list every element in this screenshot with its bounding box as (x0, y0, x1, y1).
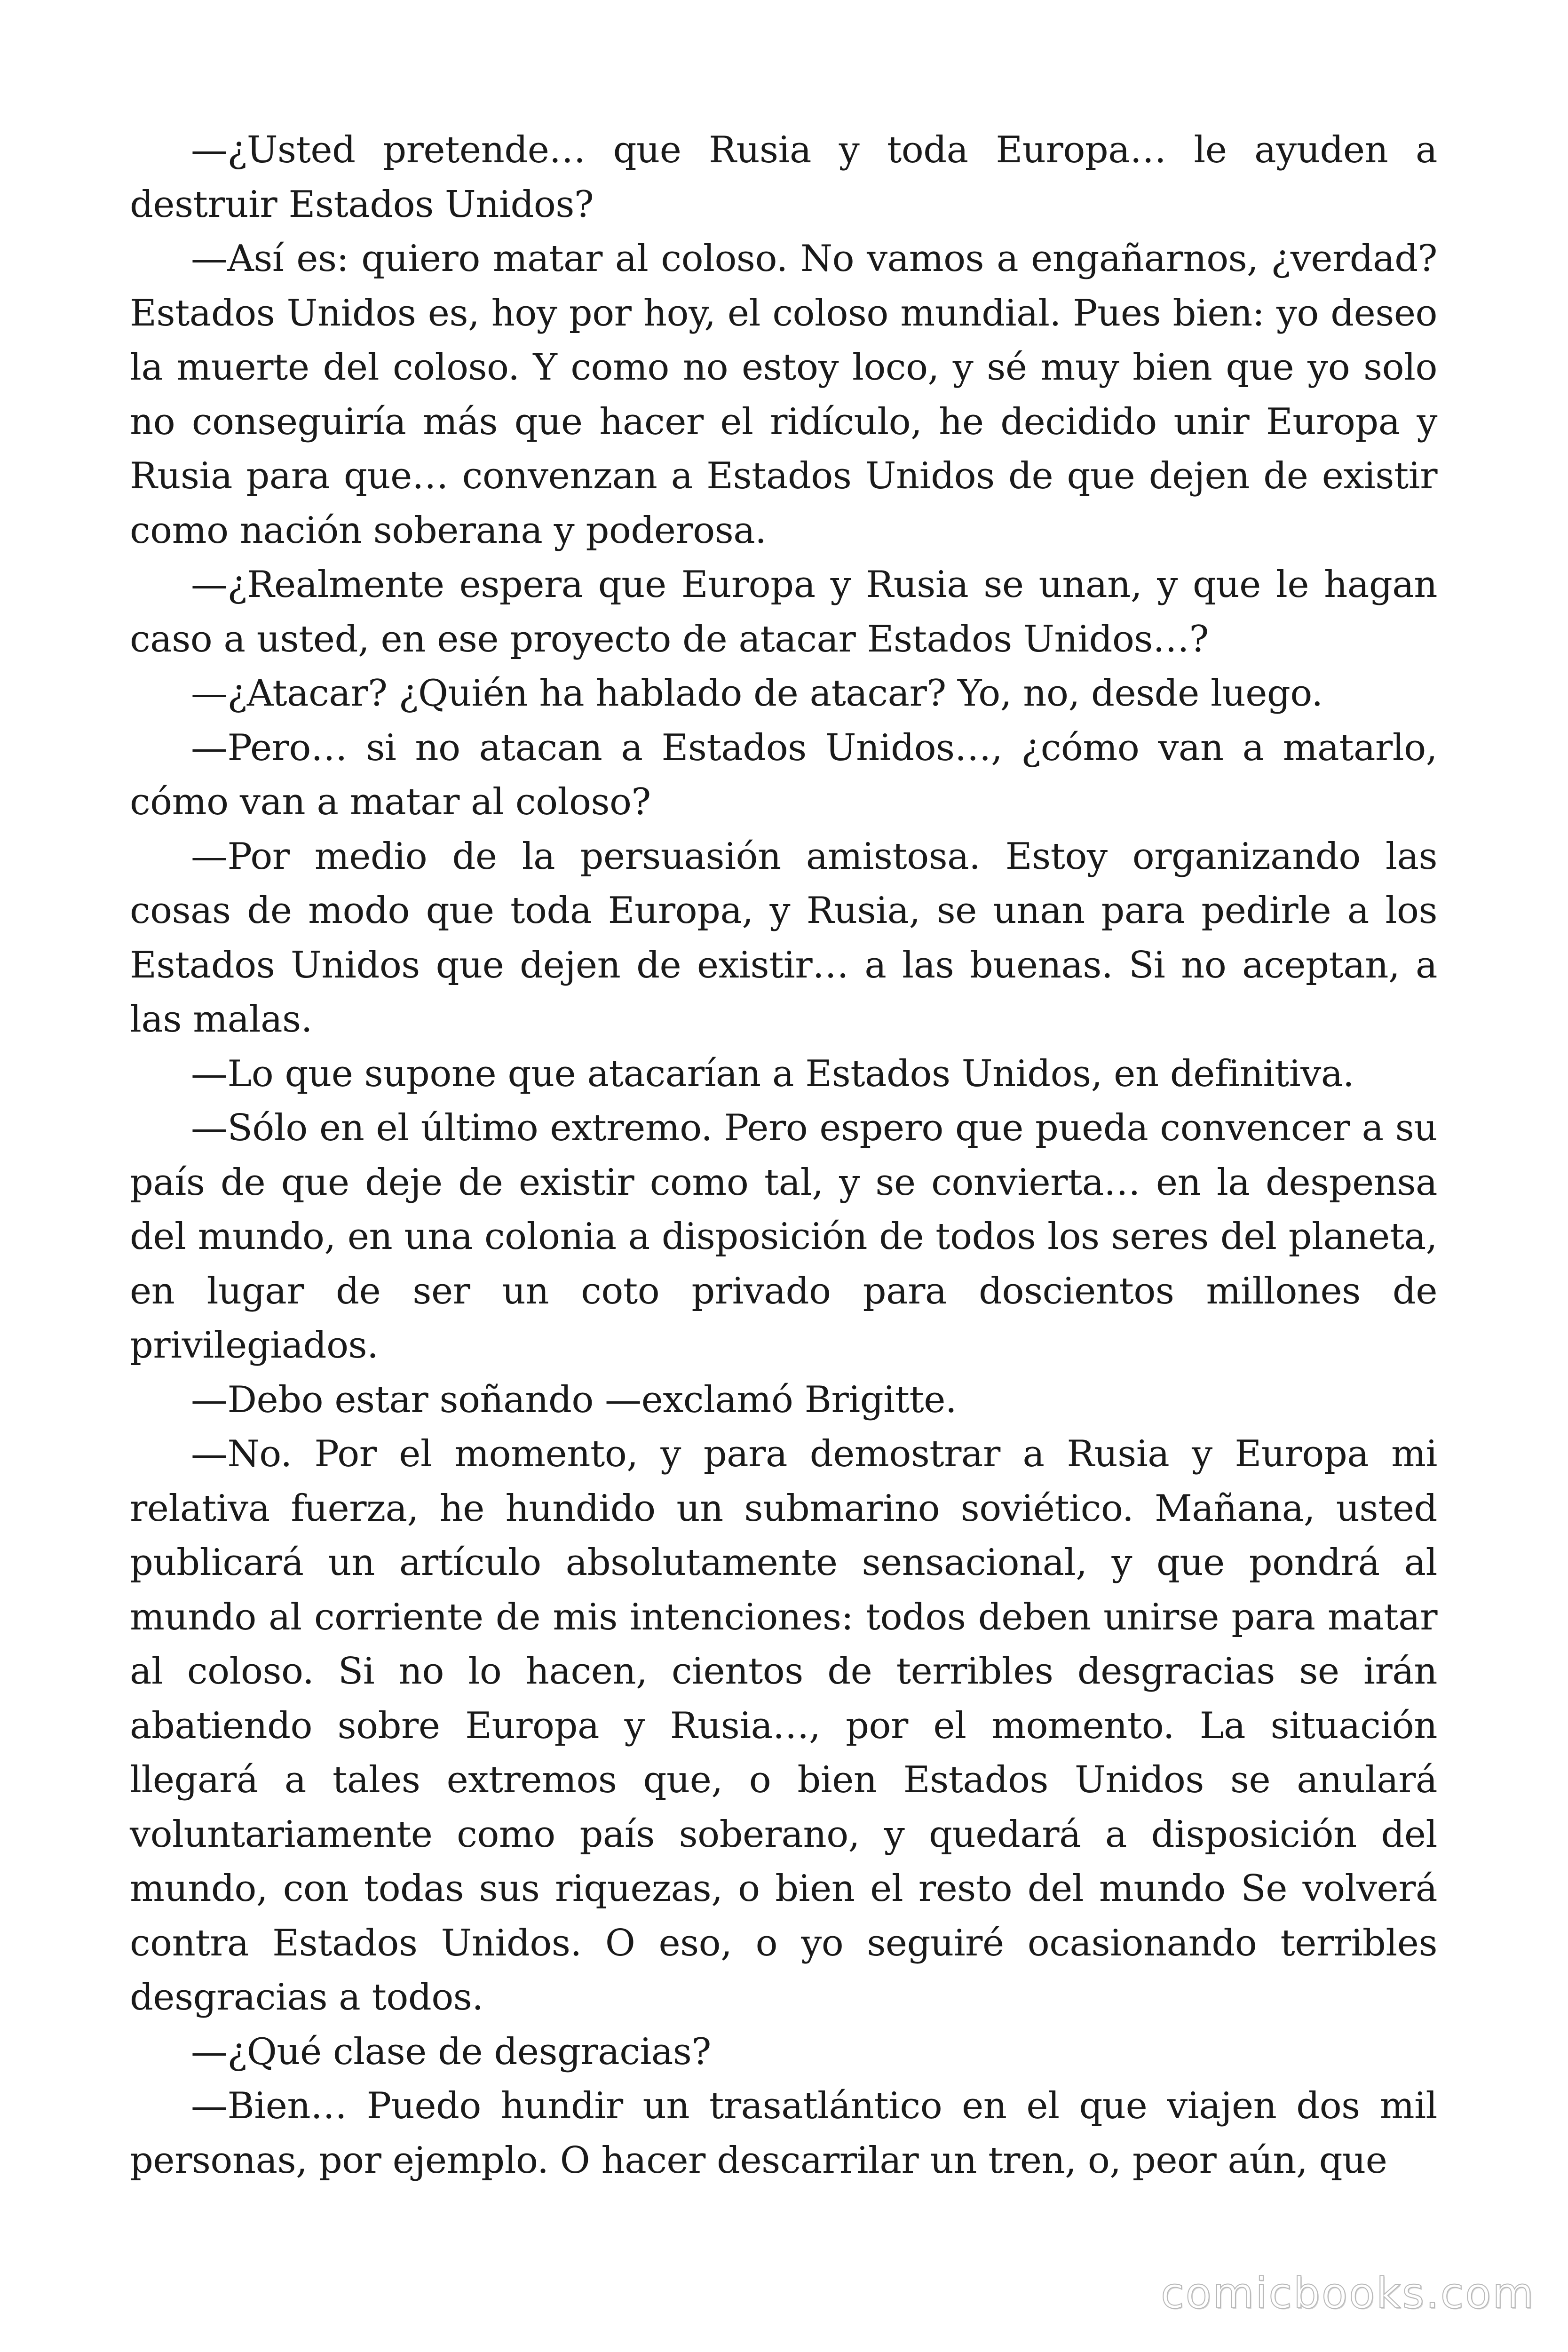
paragraph-1: —¿Usted pretende… que Rusia y toda Europa… le ayuden a destruir Estados Unidos? (130, 129, 1437, 226)
body-text (130, 123, 1437, 2188)
paragraph-4: —¿Atacar? ¿Quién ha hablado de atacar? Yo, no, desde luego. (191, 672, 1323, 715)
watermark: comicbooks.com (1161, 2269, 1535, 2318)
paragraph-9: —Debo estar soñando —exclamó Brigitte. (191, 1378, 957, 1421)
paragraph-10: —No. Por el momento, y para demostrar a Rusia y Europa mi relativa fuerza, he hundido un submarino soviético. Mañana, usted publicará un artículo absolutamente sensacional, y que pondrá al mundo al corriente de mis intenciones: todos deben unirse para matar al coloso. Si no lo hacen, cientos de terribles desgracias se irán abatiendo sobre Europa y Rusia…, por el momento. La situación llegará a tales extremos que, o bien Estados Unidos se anulará voluntariamente como país soberano, y quedará a disposición del mundo, con todas sus riquezas, o bien el resto del mundo Se volverá contra Estados Unidos. O eso, o yo seguiré ocasionando terribles desgracias a todos. (130, 1433, 1437, 2018)
paragraph-3: —¿Realmente espera que Europa y Rusia se unan, y que le hagan caso a usted, en ese proyecto de atacar Estados Unidos…? (130, 564, 1437, 660)
paragraph-8: —Sólo en el último extremo. Pero espero que pueda convencer a su país de que deje de existir como tal, y se convierta… en la despensa del mundo, en una colonia a disposición de todos los seres del planeta, en lugar de ser un coto privado para doscientos millones de privilegiados. (130, 1107, 1437, 1367)
paragraph-2: —Así es: quiero matar al coloso. No vamos a engañarnos, ¿verdad? Estados Unidos es, hoy por hoy, el coloso mundial. Pues bien: yo deseo la muerte del coloso. Y como no estoy loco, y sé muy bien que yo solo no conseguiría más que hacer el ridículo, he decidido unir Europa y Rusia para que… convenzan a Estados Unidos de que dejen de existir como nación soberana y poderosa. (130, 238, 1437, 552)
paragraph-5: —Pero… si no atacan a Estados Unidos…, ¿cómo van a matarlo, cómo van a matar al coloso? (130, 726, 1437, 823)
paragraph-11: —¿Qué clase de desgracias? (191, 2030, 711, 2073)
paragraph-7: —Lo que supone que atacarían a Estados Unidos, en definitiva. (191, 1052, 1354, 1095)
paragraph-6: —Por medio de la persuasión amistosa. Estoy organizando las cosas de modo que toda Europa, y Rusia, se unan para pedirle a los Estados Unidos que dejen de existir… a las buenas. Si no aceptan, a las malas. (130, 835, 1437, 1041)
paragraph-12: —Bien… Puedo hundir un trasatlántico en el que viajen dos mil personas, por ejemplo. O hacer descarrilar un tren, o, peor aún, que (130, 2085, 1437, 2182)
